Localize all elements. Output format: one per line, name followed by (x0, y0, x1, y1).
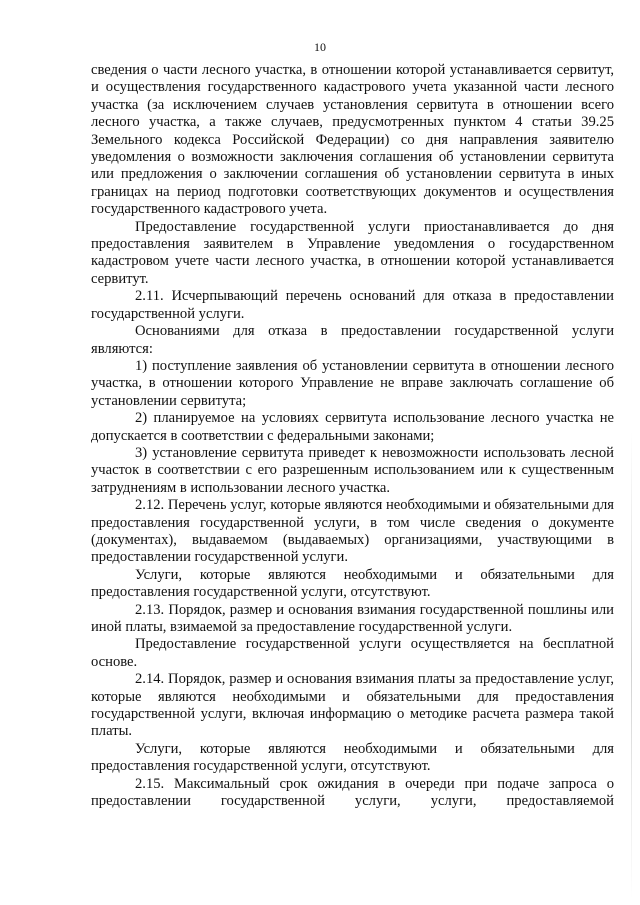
refusal-ground-2: 2) планируемое на условиях сервитута использование лесного участка не допускается в соответствии с федеральными законами; (91, 410, 614, 444)
paragraph-continuation: сведения о части лесного участка, в отношении которой устанавливается сервитут, и осуществления государственного кадастрового учета указанной части лесного участка (за исключением случаев установления сервитута в отношении всего лесного участка, а также случаев, предусмотренных пунктом 4 статьи 39.25 Земельного кодекса Российской Федерации) со дня направления заявителю уведомления о возможности заключения соглашения об установлении сервитута или предложения о заключении соглашения об установлении сервитута в иных границах на период подготовки соответствующих документов и осуществления государственного кадастрового учета. (91, 62, 614, 218)
section-2-13-heading: 2.13. Порядок, размер и основания взимания государственной пошлины или иной платы, взимаемой за предоставление государственной услуги. (91, 601, 614, 635)
refusal-ground-1: 1) поступление заявления об установлении сервитута в отношении лесного участка, в отношении которого Управление не вправе заключать соглашение об установлении сервитута; (91, 357, 614, 409)
page-number: 10 (314, 40, 326, 54)
section-2-15-heading: 2.15. Максимальный срок ожидания в очереди при подаче запроса о предоставлении государственной услуги, услуги, предоставляемой (91, 775, 614, 810)
section-2-12-text: Услуги, которые являются необходимыми и обязательными для предоставления государственной услуги, отсутствуют. (91, 566, 614, 601)
section-2-14-heading: 2.14. Порядок, размер и основания взимания платы за предоставление услуг, которые являются необходимыми и обязательными для предоставления государственной услуги, включая информацию о методике расчета размера такой платы. (91, 671, 614, 740)
refusal-grounds-intro: Основаниями для отказа в предоставлении государственной услуги являются: (91, 323, 614, 357)
section-2-13-text: Предоставление государственной услуги осуществляется на бесплатной основе. (91, 636, 614, 670)
refusal-ground-3: 3) установление сервитута приведет к невозможности использовать лесной участок в соответствии с его разрешенным использованием или к существенным затруднениям в использовании лесного участка. (91, 444, 614, 496)
paragraph-suspension: Предоставление государственной услуги приостанавливается до дня предоставления заявителем в Управление уведомления о государственном кадастровом учете части лесного участка, в отношении которой устанавливается сервитут. (91, 218, 614, 287)
section-2-12-heading: 2.12. Перечень услуг, которые являются необходимыми и обязательными для предоставления государственной услуги, в том числе сведения о документе (документах), выдаваемом (выдаваемых) организациями, участвующими в предоставлении государственной услуги. (91, 497, 614, 566)
scan-edge-line (631, 430, 632, 900)
document-body (91, 62, 614, 810)
section-2-11-heading: 2.11. Исчерпывающий перечень оснований для отказа в предоставлении государственной услуги. (91, 288, 614, 322)
section-2-14-text: Услуги, которые являются необходимыми и обязательными для предоставления государственной услуги, отсутствуют. (91, 740, 614, 775)
